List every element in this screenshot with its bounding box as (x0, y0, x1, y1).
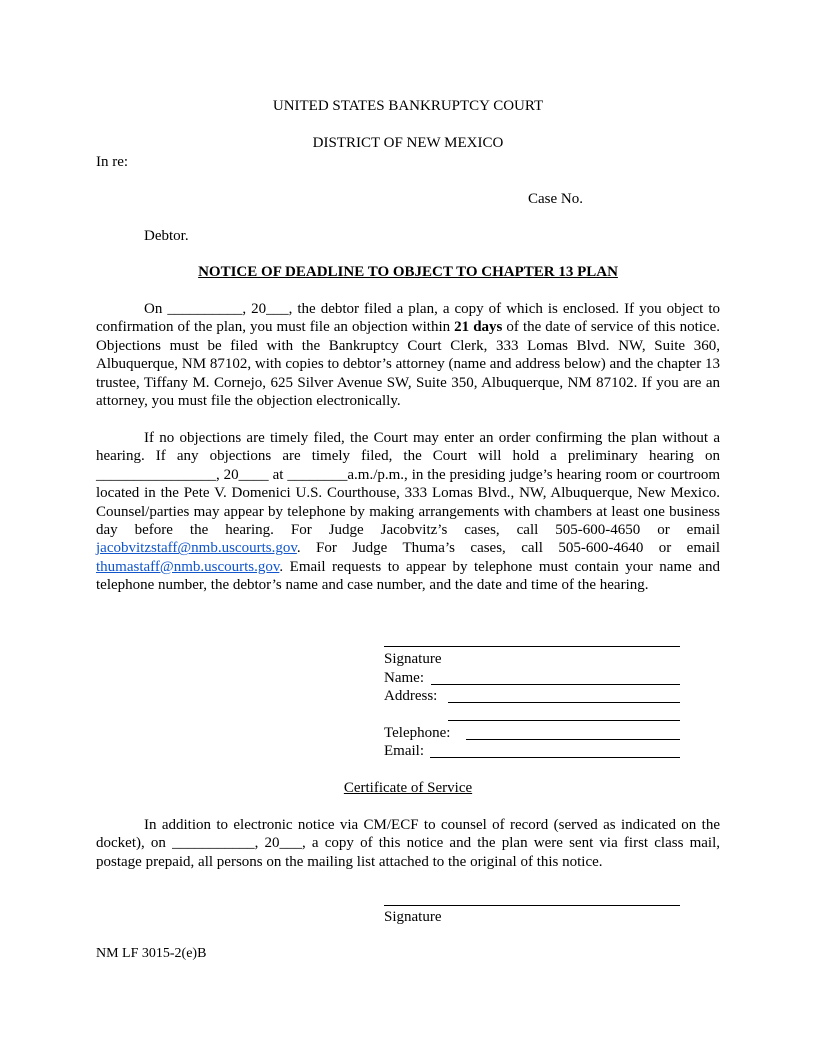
para1-text-a: On __________, 20___, the debtor filed a plan, a copy of which is enclosed. If you object to confirmation of the plan, you must file an objection within (96, 301, 720, 336)
debtor-label: Debtor. (144, 228, 189, 244)
thuma-email-link[interactable]: thumastaff@nmb.uscourts.gov (96, 558, 280, 575)
telephone-field-line (466, 739, 680, 740)
para2-text-c: . Email requests to appear by telephone must contain your name and telephone number, the debtor’s name and case number, and the date and time of the hearing. (96, 558, 720, 594)
address-field-line (448, 702, 680, 703)
jacobvitz-email-link[interactable]: jacobvitzstaff@nmb.uscourts.gov (96, 540, 297, 557)
certificate-signature-line (384, 905, 680, 906)
objection-days: 21 days (454, 319, 503, 336)
notice-title: NOTICE OF DEADLINE TO OBJECT TO CHAPTER 13 PLAN (198, 264, 618, 280)
para2-text-a: If no objections are timely filed, the Court may enter an order confirming the plan without a hearing. If any objections are timely filed, the Court will hold a preliminary hearing on ________________, 20____ at ________a.m./p.m., in the presiding judge’s hearing room or courtroom located in the Pete V. Domenici U.S. Courthouse, 333 Lomas Blvd., NW, Albuquerque, New Mexico. Counsel/parties may appear by telephone by making arrangements with chambers at least one business day before the hearing. For Judge Jacobvitz’s cases, call 505-600-4650 or email (96, 430, 720, 539)
signature-line (384, 646, 680, 647)
email-label: Email: (384, 743, 424, 759)
form-id: NM LF 3015-2(e)B (96, 946, 207, 961)
certificate-text: In addition to electronic notice via CM/ECF to counsel of record (served as indicated on the docket), on ___________, 20___, a copy of this notice and the plan were sent via first class mail, postage prepaid, all persons on the mailing list attached to the original of this notice. (96, 817, 720, 870)
objection-deadline-paragraph (96, 300, 720, 410)
para1-text-b: of the date of service of this notice. Objections must be filed with the Bankruptcy Court Clerk, 333 Lomas Blvd. NW, Suite 360, Albuquerque, NM 87102, with copies to debtor’s attorney (name and address below) and the chapter 13 trustee, Tiffany M. Cornejo, 625 Silver Avenue SW, Suite 350, Albuquerque, NM 87102. If you are an attorney, you must file the objection electronically. (96, 319, 720, 410)
court-name: UNITED STATES BANKRUPTCY COURT (272, 98, 544, 114)
certificate-heading: Certificate of Service (343, 780, 473, 796)
certificate-signature-label: Signature (384, 909, 442, 925)
district-name: DISTRICT OF NEW MEXICO (312, 135, 504, 151)
email-field-line (430, 757, 680, 758)
certificate-paragraph (96, 816, 720, 871)
name-field-line (431, 684, 680, 685)
address-label: Address: (384, 688, 438, 704)
hearing-paragraph (96, 429, 720, 595)
name-label: Name: (384, 670, 424, 686)
address-field-line-2 (448, 720, 680, 721)
para2-text-b: . For Judge Thuma’s cases, call 505-600-4640 or email (296, 540, 720, 557)
telephone-label: Telephone: (384, 725, 451, 741)
signature-label: Signature (384, 651, 442, 667)
in-re-label: In re: (96, 154, 129, 170)
case-number-label: Case No. (528, 191, 583, 207)
